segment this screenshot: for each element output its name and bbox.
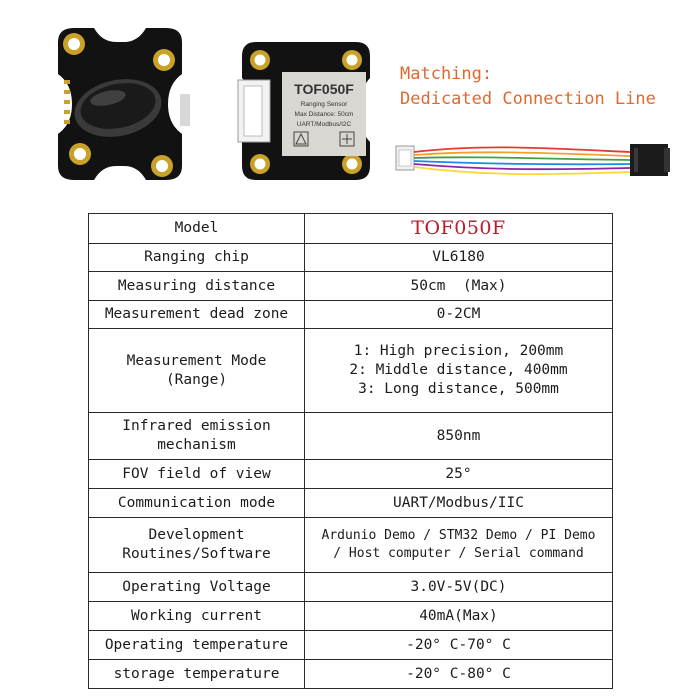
label-line: Development [148,527,245,543]
spec-row-storage-temp [89,660,613,689]
matching-line-1: Matching: [400,64,493,84]
spec-row-model [89,214,613,244]
module-label-distance: Max Distance: 50cm [294,111,354,118]
value-line: 1: High precision, 200mm [353,343,564,359]
spec-label: Ranging chip [89,244,305,272]
module-label-name: TOF050F [294,81,354,97]
label-line: (Range) [165,371,228,388]
matching-note [400,62,656,112]
spec-label: Operating temperature [89,631,305,660]
spec-label: Measuring distance [89,272,305,301]
spec-label: storage temperature [89,660,305,689]
spec-value: 0-2CM [305,301,613,329]
spec-label [89,518,305,573]
spec-value: UART/Modbus/IIC [305,489,613,518]
model-value: TOF050F [305,214,613,244]
spec-row-mode [89,329,613,413]
spec-row-op-temp [89,631,613,660]
spec-value [305,518,613,573]
spec-label: Measurement dead zone [89,301,305,329]
board-front-image [50,28,190,183]
spec-label: Communication mode [89,489,305,518]
spec-value: 850nm [305,413,613,460]
label-line: Measurement Mode [126,352,267,369]
spec-label: Working current [89,602,305,631]
spec-value: 25° [305,460,613,489]
value-line: Ardunio Demo / STM32 Demo / PI Demo [321,528,596,543]
spec-value: VL6180 [305,244,613,272]
spec-value: -20° C-70° C [305,631,613,660]
spec-value: -20° C-80° C [305,660,613,689]
spec-row-dead-zone [89,301,613,329]
module-label-subtitle: Ranging Sensor [300,101,348,108]
spec-value [305,329,613,413]
spec-label [89,413,305,460]
module-label-interfaces: UART/Modbus/I2C [296,121,352,128]
connector-cable-image [394,138,684,182]
label-line: Routines/Software [122,546,271,562]
value-line: 2: Middle distance, 400mm [349,362,568,378]
spec-row-dev [89,518,613,573]
label-line: Infrared emission [122,418,271,434]
matching-line-2: Dedicated Connection Line [400,89,656,109]
spec-label: Operating Voltage [89,573,305,602]
spec-value: 50cm (Max) [305,272,613,301]
spec-row-chip [89,244,613,272]
spec-row-fov [89,460,613,489]
spec-row-current [89,602,613,631]
label-line: mechanism [157,437,236,453]
value-line: 3: Long distance, 500mm [358,381,559,397]
spec-value: 3.0V-5V(DC) [305,573,613,602]
spec-label [89,329,305,413]
spec-row-voltage [89,573,613,602]
spec-row-distance [89,272,613,301]
spec-value: 40mA(Max) [305,602,613,631]
spec-row-infrared [89,413,613,460]
spec-row-comm [89,489,613,518]
spec-table [88,213,613,689]
spec-label: Model [89,214,305,244]
spec-label: FOV field of view [89,460,305,489]
board-back-image [236,40,376,185]
value-line: / Host computer / Serial command [333,546,584,561]
product-images [0,0,700,205]
